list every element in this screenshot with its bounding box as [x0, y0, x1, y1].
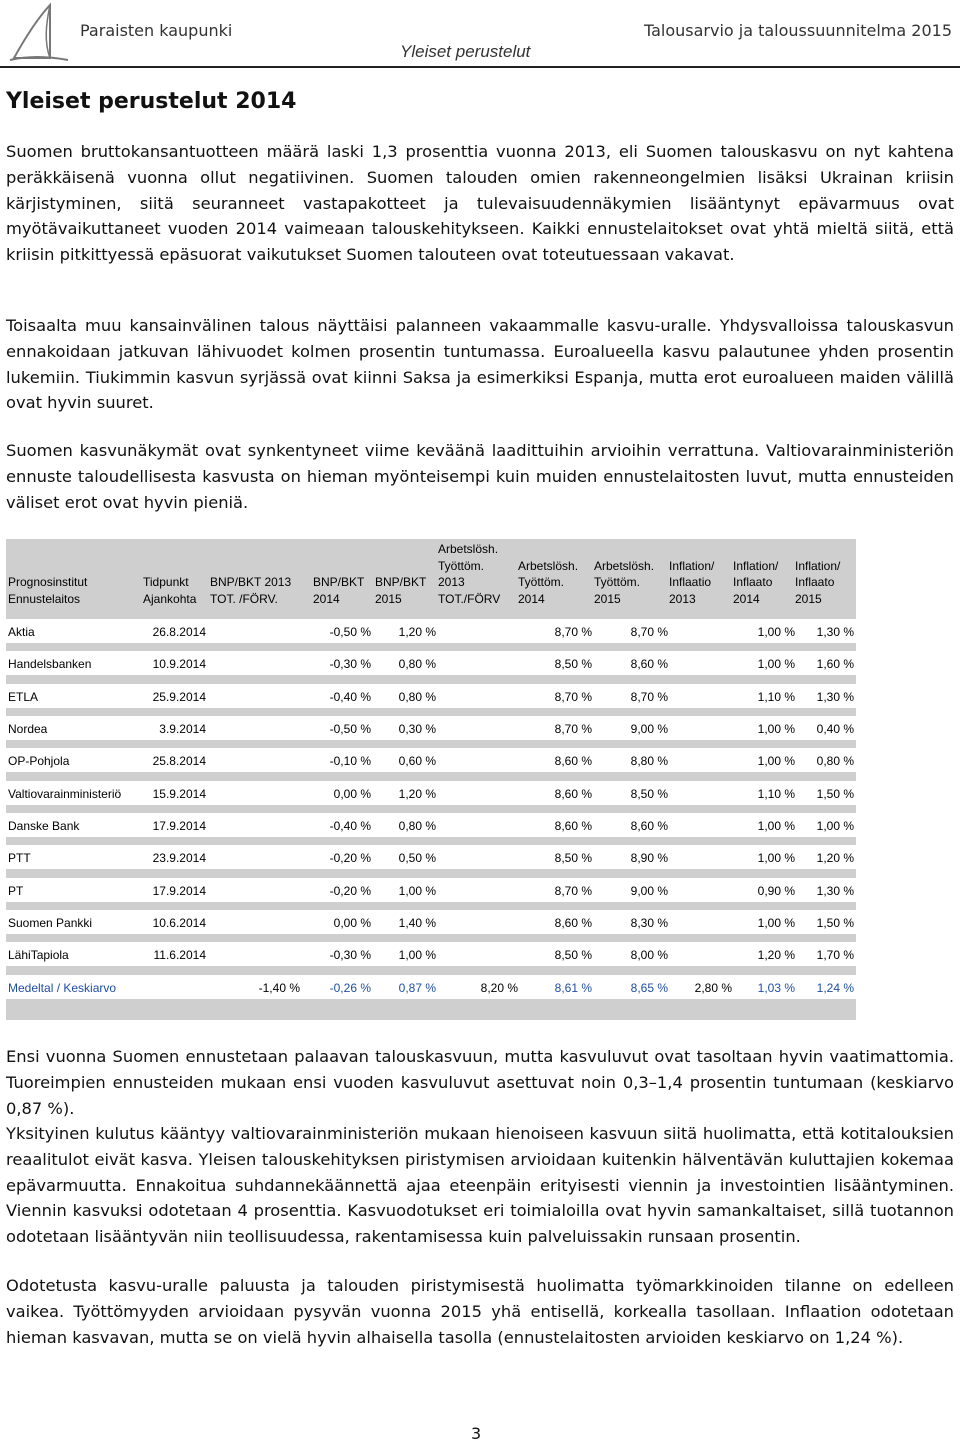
table-cell-t14: 8,70 %	[554, 884, 592, 898]
table-header-cell: BNP/BKT 2015	[375, 575, 427, 606]
table-cell-bkt14: -0,30 %	[329, 657, 371, 671]
table-cell-bkt14: 0,00 %	[333, 787, 371, 801]
header-section: Yleiset perustelut	[400, 42, 531, 61]
table-cell-i15: 1,70 %	[816, 948, 854, 962]
table-cell-bkt15: 1,40 %	[398, 916, 436, 930]
table-cell-bkt14: -0,40 %	[329, 819, 371, 833]
table-cell-date: 25.9.2014	[152, 690, 206, 704]
table-cell-t14: 8,60 %	[554, 916, 592, 930]
table-header-cell: BNP/BKT 2013 TOT. /FÖRV.	[210, 575, 292, 606]
table-cell-date: 23.9.2014	[152, 851, 206, 865]
paragraph: Yksityinen kulutus kääntyy valtiovarainministeriön mukaan hienoiseen kasvuun siitä huolimatta, että kotitalouksien reaalitulot eivät kasva. Yleisen talouskehityksen piristymisen arvioidaan kuitenkin hälventävän kuluttajien kokemaa epävarmuutta. Ennakoitua suhdannekäännettä ajaa eteenpäin erityisesti viennin ja investointien lisääntyminen. Viennin kasvuksi odotetaan 4 prosenttia. Kasvuodotukset eri toimialoilla ovat hyvin samankaltaiset, sillä tuotannon odotetaan lisääntyvän niin teollisuudessa, rakentamisessa kuin palveluissakin runsaan prosentin.	[6, 1124, 954, 1247]
header-organization: Paraisten kaupunki	[80, 21, 233, 40]
table-row	[6, 716, 856, 740]
table-header-cell: Inflation/ Inflaato 2015	[795, 558, 841, 606]
table-cell-i14: 1,03 %	[757, 981, 795, 995]
table-cell-bkt14: 0,00 %	[333, 916, 371, 930]
table-cell-bkt14: -0,50 %	[329, 625, 371, 639]
table-cell-date: 15.9.2014	[152, 787, 206, 801]
table-cell-bkt15: 0,80 %	[398, 819, 436, 833]
table-cell-bkt14: -0,26 %	[329, 981, 371, 995]
header-divider	[0, 66, 960, 68]
paragraph: Ensi vuonna Suomen ennustetaan palaavan talouskasvuun, mutta kasvuluvut ovat tasoltaan hyvin vaatimattomia. Tuoreimpien ennusteiden mukaan ensi vuoden kasvuluvut asettuvat noin 0,3–1,4 prosentin tuntumaan (keskiarvo 0,87 %).	[6, 1047, 954, 1118]
table-cell-t14: 8,70 %	[554, 625, 592, 639]
table-header-cell: Tidpunkt Ajankohta	[143, 575, 197, 606]
table-cell-i14: 0,90 %	[757, 884, 795, 898]
table-cell-bkt15: 0,30 %	[398, 722, 436, 736]
table-cell-t14: 8,50 %	[554, 657, 592, 671]
table-cell-i14: 1,00 %	[757, 851, 795, 865]
table-cell-t15: 9,00 %	[630, 722, 668, 736]
paragraph: Odotetusta kasvu-uralle paluusta ja talouden piristymisestä huolimatta työmarkkinoiden tilanne on edelleen vaikea. Työttömyyden arvioidaan pysyvän vuonna 2015 yhä entisellä, korkealla tasollaan. Inflaation odotetaan hieman kasvavan, mutta se on vielä hyvin alhaisella tasolla (ennustelaitosten arvioiden keskiarvo on 1,24 %).	[6, 1276, 954, 1347]
forecast-table	[6, 539, 856, 1020]
table-cell-date: 10.6.2014	[152, 916, 206, 930]
table-cell-name: PTT	[8, 851, 31, 865]
table-cell-bkt14: -0,20 %	[329, 851, 371, 865]
table-cell-i15: 1,50 %	[816, 916, 854, 930]
table-cell-i15: 1,60 %	[816, 657, 854, 671]
table-cell-i15: 0,40 %	[816, 722, 854, 736]
table-cell-name: Aktia	[8, 625, 35, 639]
table-cell-bkt14: -0,40 %	[329, 690, 371, 704]
table-cell-bkt14: -0,10 %	[329, 754, 371, 768]
table-cell-bkt15: 0,50 %	[398, 851, 436, 865]
table-cell-t14: 8,60 %	[554, 819, 592, 833]
table-cell-bkt14: -0,50 %	[329, 722, 371, 736]
table-cell-i15: 1,30 %	[816, 690, 854, 704]
table-header-cell: Inflation/ Inflaato 2014	[733, 558, 779, 606]
page-header	[0, 0, 960, 68]
table-row	[6, 910, 856, 934]
table-cell-t14: 8,70 %	[554, 722, 592, 736]
table-cell-i15: 1,20 %	[816, 851, 854, 865]
table-cell-bkt15: 0,80 %	[398, 690, 436, 704]
table-header-cell: Arbetslösh. Työttöm. 2015	[594, 558, 655, 606]
table-row	[6, 781, 856, 805]
table-cell-i14: 1,00 %	[757, 754, 795, 768]
table-cell-bkt14: -0,30 %	[329, 948, 371, 962]
table-cell-name: Valtiovarainministeriö	[8, 787, 122, 801]
page-title: Yleiset perustelut 2014	[6, 89, 297, 114]
table-cell-t14: 8,61 %	[554, 981, 592, 995]
table-header-row	[6, 539, 856, 611]
table-cell-t14: 8,50 %	[554, 851, 592, 865]
table-cell-t15: 8,90 %	[630, 851, 668, 865]
table-cell-name: LähiTapiola	[8, 948, 69, 962]
table-cell-i15: 1,30 %	[816, 884, 854, 898]
table-row	[6, 878, 856, 902]
table-cell-i13: 2,80 %	[694, 981, 732, 995]
table-cell-name: Danske Bank	[8, 819, 80, 833]
table-cell-i15: 1,30 %	[816, 625, 854, 639]
table-cell-i15: 1,24 %	[816, 981, 854, 995]
city-logo-icon	[6, 2, 72, 64]
table-cell-name: Nordea	[8, 722, 48, 736]
table-cell-t15: 9,00 %	[630, 884, 668, 898]
table-cell-bkt15: 0,80 %	[398, 657, 436, 671]
table-cell-date: 25.8.2014	[152, 754, 206, 768]
table-cell-bkt15: 0,87 %	[398, 981, 436, 995]
table-cell-i14: 1,00 %	[757, 657, 795, 671]
table-row	[6, 619, 856, 643]
table-cell-i14: 1,00 %	[757, 916, 795, 930]
table-cell-t15: 8,50 %	[630, 787, 668, 801]
table-cell-bkt15: 1,00 %	[398, 948, 436, 962]
header-document-title: Talousarvio ja taloussuunnitelma 2015	[643, 21, 952, 40]
table-row	[6, 651, 856, 675]
table-row	[6, 748, 856, 772]
table-cell-i15: 1,50 %	[816, 787, 854, 801]
table-cell-bkt15: 0,60 %	[398, 754, 436, 768]
table-cell-i14: 1,10 %	[757, 787, 795, 801]
table-cell-name: ETLA	[8, 690, 39, 704]
table-cell-date: 3.9.2014	[159, 722, 206, 736]
table-cell-t15: 8,60 %	[630, 819, 668, 833]
table-cell-bkt15: 1,20 %	[398, 625, 436, 639]
table-cell-name: PT	[8, 884, 24, 898]
table-row	[6, 942, 856, 966]
table-cell-date: 17.9.2014	[152, 884, 206, 898]
table-cell-t14: 8,70 %	[554, 690, 592, 704]
page-number: 3	[471, 1424, 482, 1443]
table-cell-t14: 8,60 %	[554, 787, 592, 801]
table-header-cell: Arbetslösh. Työttöm. 2014	[518, 558, 579, 606]
table-cell-name: Suomen Pankki	[8, 916, 93, 930]
table-row	[6, 813, 856, 837]
table-cell-i14: 1,00 %	[757, 819, 795, 833]
table-cell-name: OP-Pohjola	[8, 754, 70, 768]
table-cell-i14: 1,00 %	[757, 625, 795, 639]
table-cell-name: Handelsbanken	[8, 657, 92, 671]
table-cell-t15: 8,70 %	[630, 625, 668, 639]
table-cell-date: 26.8.2014	[152, 625, 206, 639]
table-cell-t15: 8,65 %	[630, 981, 668, 995]
table-header-cell: Arbetslösh. Työttöm. 2013 TOT./FÖRV	[438, 542, 501, 606]
table-cell-t14: 8,60 %	[554, 754, 592, 768]
table-row	[6, 845, 856, 869]
table-cell-bkt15: 1,00 %	[398, 884, 436, 898]
table-cell-i15: 1,00 %	[816, 819, 854, 833]
table-cell-t15: 8,70 %	[630, 690, 668, 704]
table-cell-bkt14: -0,20 %	[329, 884, 371, 898]
table-row	[6, 684, 856, 708]
table-header-cell: Inflation/ Inflaatio 2013	[669, 558, 715, 606]
table-cell-date: 10.9.2014	[152, 657, 206, 671]
table-cell-date: 11.6.2014	[153, 948, 206, 962]
paragraph: Suomen bruttokansantuotteen määrä laski 1,3 prosenttia vuonna 2013, eli Suomen talouskasvu on nyt kahtena peräkkäisenä vuonna ollut negatiivinen. Suomen talouden omien rakenneongelmien lisäksi Ukrainan kriisin kärjistyminen, siitä seuranneet vastapakotteet ja tulevaisuudennäkymien lisääntynyt epävarmuus ovat myötävaikuttaneet vuoden 2014 vaimeaan talouskehitykseen. Kaikki ennustelaitokset ovat yhtä mieltä siitä, että kriisin pitkittyessä epäsuorat vaikutukset Suomen talouteen ovat toteutuessaan vakavat.	[6, 142, 954, 265]
table-cell-t15: 8,00 %	[630, 948, 668, 962]
table-cell-date: 17.9.2014	[152, 819, 206, 833]
table-cell-name: Medeltal / Keskiarvo	[8, 981, 117, 995]
table-cell-i14: 1,20 %	[757, 948, 795, 962]
table-average-row	[6, 975, 856, 999]
table-header-cell: Prognosinstitut Ennustelaitos	[8, 575, 88, 606]
paragraph: Toisaalta muu kansainvälinen talous näyttäisi palanneen vakaammalle kasvu-uralle. Yhdysvalloissa talouskasvun ennakoidaan jatkuvan lähivuodet kolmen prosentin tuntumassa. Euroalueella kasvu palautunee yhden prosentin lukemiin. Tiukimmin kasvun syrjässä ovat kiinni Saksa ja esimerkiksi Espanja, mutta erot euroalueen maiden välillä ovat hyvin suuret.	[6, 316, 954, 413]
table-cell-i14: 1,10 %	[757, 690, 795, 704]
table-cell-i15: 0,80 %	[816, 754, 854, 768]
table-cell-t14: 8,50 %	[554, 948, 592, 962]
table-cell-i14: 1,00 %	[757, 722, 795, 736]
table-cell-t15: 8,60 %	[630, 657, 668, 671]
table-cell-t15: 8,80 %	[630, 754, 668, 768]
table-header-cell: BNP/BKT 2014	[313, 575, 365, 606]
paragraph: Suomen kasvunäkymät ovat synkentyneet viime keväänä laadittuihin arvioihin verrattuna. Valtiovarainministeriön ennuste taloudellisesta kasvusta on hieman myönteisempi kuin muiden ennustelaitosten luvut, mutta ennusteiden väliset erot ovat hyvin pieniä.	[6, 441, 954, 512]
table-cell-t13: 8,20 %	[480, 981, 518, 995]
table-cell-t15: 8,30 %	[630, 916, 668, 930]
table-cell-bkt15: 1,20 %	[398, 787, 436, 801]
table-cell-bkt13: -1,40 %	[258, 981, 300, 995]
